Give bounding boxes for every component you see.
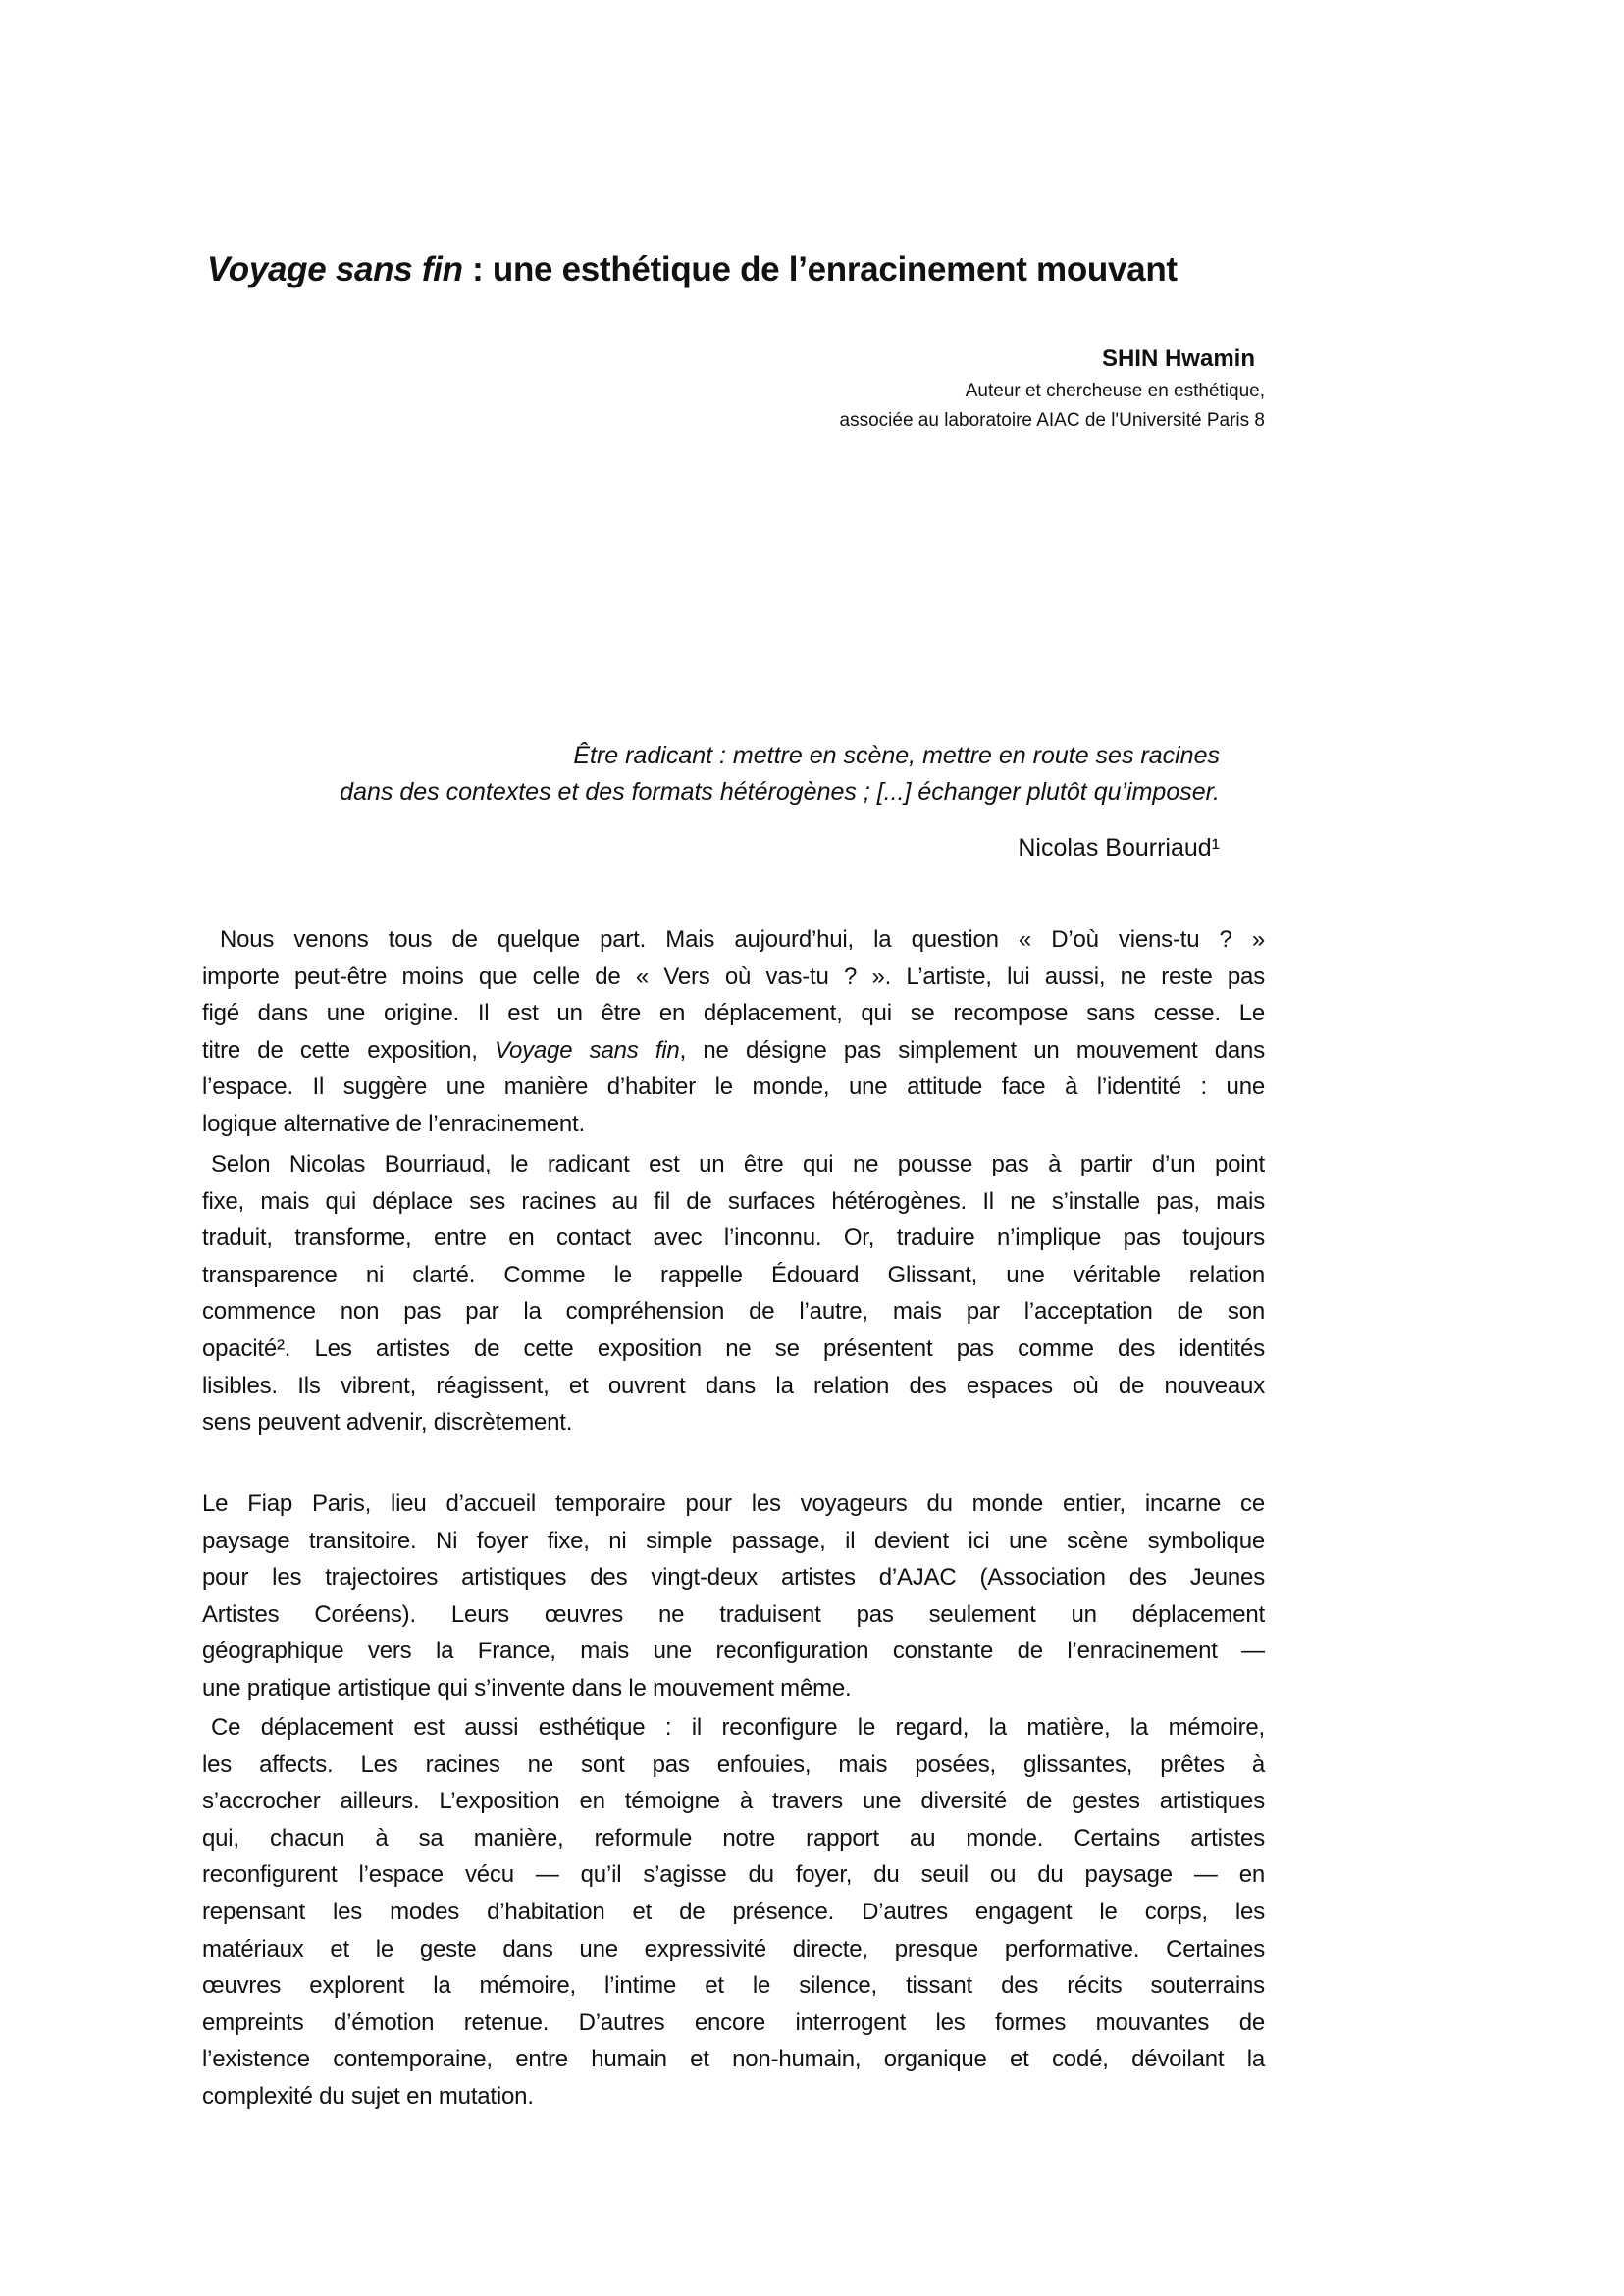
text-segment: les affects. Les racines ne sont pas enfouies, mais posées, glissantes, prêtes à <box>202 1750 1265 1778</box>
text-segment: repensant les modes d’habitation et de présence. D’autres engagent le corps, les <box>202 1898 1265 1925</box>
text-segment: l’espace. Il suggère une manière d’habiter le monde, une attitude face à l’identité : une <box>202 1073 1265 1101</box>
text-line <box>202 921 1265 959</box>
text-line <box>202 1633 1265 1670</box>
title-rest: : une esthétique de l’enracinement mouvant <box>462 250 1178 288</box>
text-line <box>202 1856 1265 1894</box>
text-line <box>202 1670 1265 1707</box>
text-line <box>202 1331 1265 1368</box>
epigraph-source: Nicolas Bourriaud¹ <box>1018 834 1220 861</box>
text-segment: traduit, transforme, entre en contact avec l’inconnu. Or, traduire n’implique pas toujours <box>202 1225 1265 1252</box>
text-segment: paysage transitoire. Ni foyer fixe, ni simple passage, il devient ici une scène symbolique <box>202 1527 1265 1554</box>
body-paragraph <box>202 1486 1265 1707</box>
text-line <box>202 1523 1265 1560</box>
text-segment: Selon Nicolas Bourriaud, le radicant est un être qui ne pousse pas à partir d’un point <box>211 1151 1265 1177</box>
text-segment: Ce déplacement est aussi esthétique : il reconfigure le regard, la matière, la mémoire, <box>211 1714 1265 1741</box>
text-line <box>202 1783 1265 1820</box>
text-line <box>202 1257 1265 1294</box>
text-segment: Nous venons tous de quelque part. Mais aujourd’hui, la question « D’où viens-tu ? » <box>220 926 1265 953</box>
text-segment: une pratique artistique qui s’invente dans le mouvement même. <box>202 1674 852 1701</box>
text-segment: géographique vers la France, mais une reconfiguration constante de l’enracinement — <box>202 1638 1265 1665</box>
text-segment: figé dans une origine. Il est un être en déplacement, qui se recompose sans cesse. Le <box>202 1000 1265 1027</box>
epigraph-line: dans des contextes et des formats hétérogènes ; [...] échanger plutôt qu’imposer. <box>340 778 1220 806</box>
text-segment: commence non pas par la compréhension de l’autre, mais par l’acceptation de son <box>202 1298 1265 1326</box>
text-line <box>202 1220 1265 1257</box>
text-line <box>202 1368 1265 1405</box>
author-name: SHIN Hwamin <box>1101 345 1255 372</box>
text-segment: opacité². Les artistes de cette exposition ne se présentent pas comme des identités <box>202 1334 1265 1362</box>
text-line <box>202 1709 1265 1747</box>
text-segment: lisibles. Ils vibrent, réagissent, et ouvrent dans la relation des espaces où de nouveaux <box>202 1372 1265 1399</box>
text-line <box>202 1967 1265 2005</box>
text-line <box>202 2041 1265 2078</box>
text-line <box>202 959 1265 996</box>
text-segment: qui, chacun à sa manière, reformule notre rapport au monde. Certains artistes <box>202 1824 1265 1852</box>
text-line <box>202 1486 1265 1523</box>
text-line <box>202 1596 1265 1634</box>
italic-text: Voyage sans fin <box>495 1036 680 1064</box>
text-segment: empreints d’émotion retenue. D’autres encore interrogent les formes mouvantes de <box>202 2009 1265 2036</box>
text-line <box>202 1894 1265 1931</box>
text-line <box>202 1293 1265 1331</box>
text-segment: importe peut-être moins que celle de « Vers où vas-tu ? ». L’artiste, lui aussi, ne reste pas <box>202 963 1265 990</box>
text-segment: Artistes Coréens). Leurs œuvres ne traduisent pas seulement un déplacement <box>202 1600 1265 1628</box>
text-segment: complexité du sujet en mutation. <box>202 2082 534 2110</box>
text-line <box>202 1820 1265 1857</box>
text-line <box>202 1404 1265 1441</box>
body-paragraph <box>202 1146 1265 1441</box>
text-line <box>202 1747 1265 1784</box>
body-paragraph <box>202 1709 1265 2115</box>
epigraph <box>340 738 1220 866</box>
text-segment: sens peuvent advenir, discrètement. <box>202 1409 573 1436</box>
text-segment: reconfigurent l’espace vécu — qu’il s’agisse du foyer, du seuil ou du paysage — en <box>202 1861 1265 1889</box>
text-segment: œuvres explorent la mémoire, l’intime et le silence, tissant des récits souterrains <box>202 1972 1265 2000</box>
text-segment: logique alternative de l’enracinement. <box>202 1110 585 1137</box>
text-line <box>202 2005 1265 2042</box>
author-affiliation-line: associée au laboratoire AIAC de l'Université Paris 8 <box>839 410 1265 431</box>
text-line <box>202 995 1265 1032</box>
text-line <box>202 1069 1265 1106</box>
text-segment: transparence ni clarté. Comme le rappelle Édouard Glissant, une véritable relation <box>202 1261 1265 1288</box>
text-line <box>202 1931 1265 1968</box>
epigraph-line: Être radicant : mettre en scène, mettre en route ses racines <box>573 742 1220 769</box>
text-segment: matériaux et le geste dans une expressivité directe, presque performative. Certaines <box>202 1935 1265 1962</box>
title-italic: Voyage sans fin <box>207 250 463 288</box>
text-segment: Le Fiap Paris, lieu d’accueil temporaire pour les voyageurs du monde entier, incarne ce <box>202 1490 1265 1517</box>
text-segment: s’accrocher ailleurs. L’exposition en témoigne à travers une diversité de gestes artistiques <box>202 1788 1265 1815</box>
text-segment: fixe, mais qui déplace ses racines au fil de surfaces hétérogènes. Il ne s’installe pas, mais <box>202 1187 1265 1215</box>
page-title <box>207 249 1178 290</box>
text-line <box>202 1032 1265 1070</box>
text-segment: titre de cette exposition, <box>202 1036 496 1064</box>
author-block <box>840 341 1265 436</box>
text-segment: , ne désigne pas simplement un mouvement dans <box>679 1036 1265 1064</box>
text-line <box>202 2078 1265 2115</box>
text-line <box>202 1559 1265 1596</box>
text-line <box>202 1146 1265 1183</box>
text-line <box>202 1106 1265 1143</box>
text-segment: l’existence contemporaine, entre humain et non-humain, organique et codé, dévoilant la <box>202 2046 1265 2073</box>
body-paragraph <box>202 921 1265 1143</box>
text-segment: pour les trajectoires artistiques des vingt-deux artistes d’AJAC (Association des Jeunes <box>202 1564 1265 1592</box>
text-line <box>202 1183 1265 1221</box>
author-affiliation-line: Auteur et chercheuse en esthétique, <box>965 381 1265 401</box>
